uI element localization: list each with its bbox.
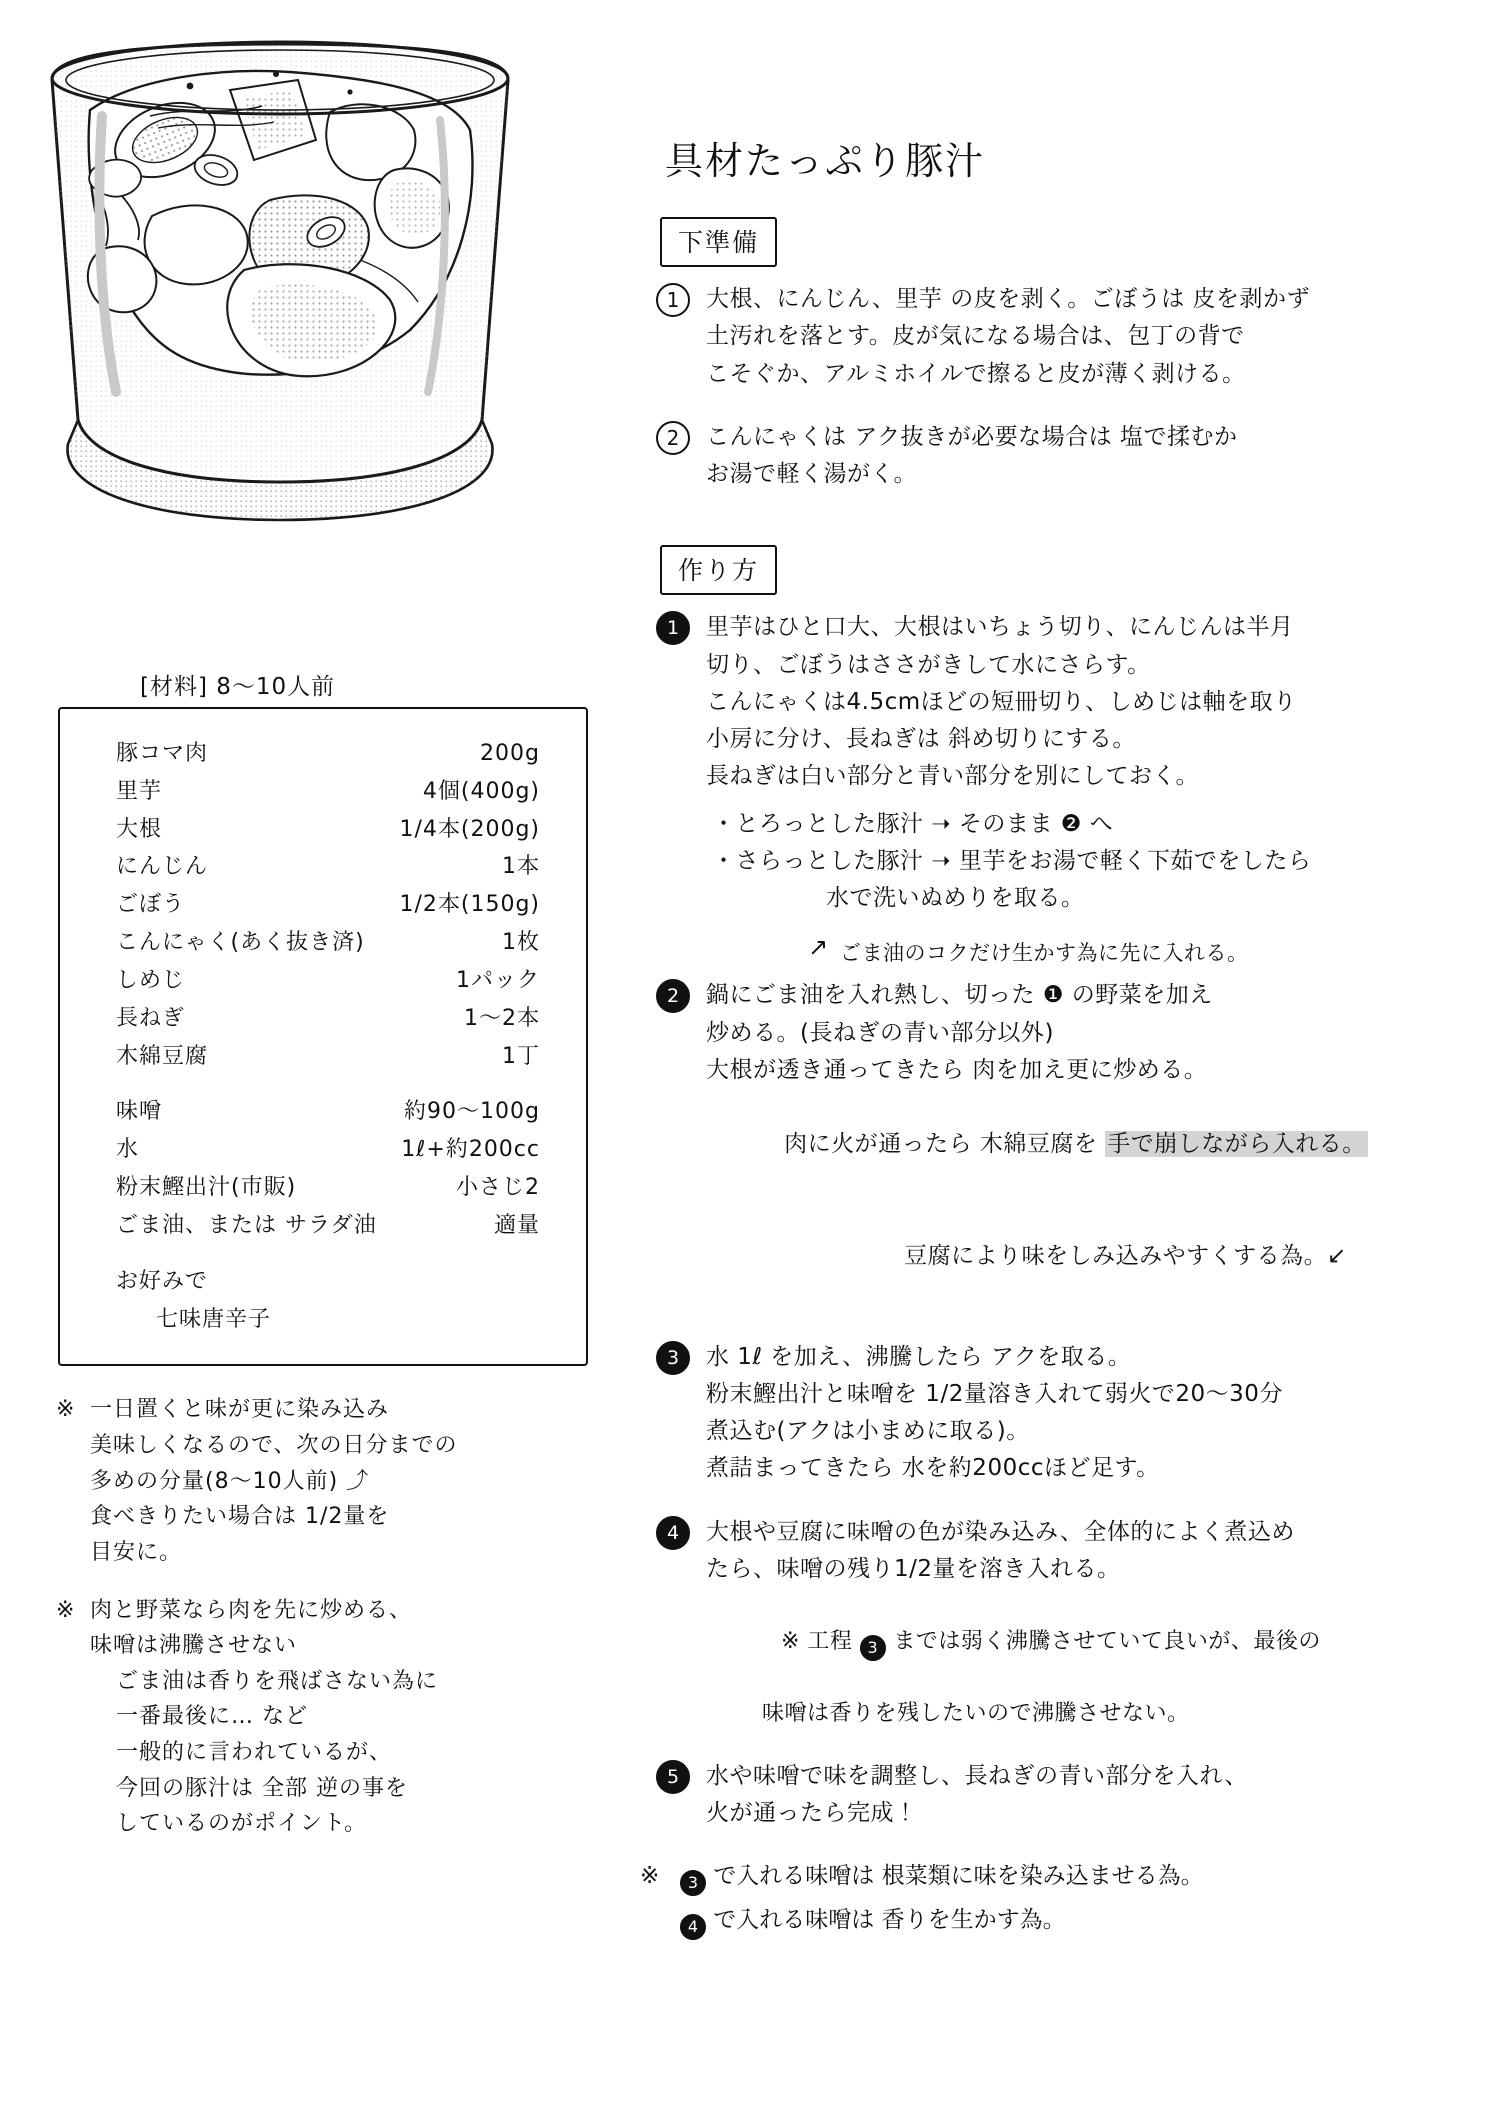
step-line: 鍋にごま油を入れ熱し、切った ❶ の野菜を加え — [706, 982, 1213, 1009]
step-subnote — [706, 1201, 1470, 1313]
ingredient-row — [60, 848, 586, 886]
ingredients-group-main — [60, 735, 586, 1075]
step-line-prefix: 肉に火が通ったら 木綿豆腐を — [784, 1131, 1106, 1158]
step-note-prefix: ※ 工程 — [780, 1628, 860, 1654]
step-number — [640, 1758, 706, 1794]
footnote-mark — [640, 1902, 680, 1940]
step-note-cont: 味噌は香りを残したいので沸騰させない。 — [762, 1701, 1190, 1727]
soup-bowl-illustration — [30, 20, 630, 660]
ingredient-qty: 適量 — [493, 1212, 540, 1238]
note-item — [56, 1392, 630, 1570]
ingredient-row — [60, 962, 586, 1000]
step-number-badge: 1 — [656, 611, 690, 645]
arrow-icon: ↗ — [808, 933, 829, 962]
note-body — [90, 1593, 630, 1842]
ingredient-qty: 1本 — [502, 854, 540, 880]
highlighted-text: 手で崩しながら入れる。 — [1107, 1131, 1366, 1158]
ingredient-name: 味噌 — [116, 1099, 163, 1125]
ingredient-name: しめじ — [116, 967, 186, 993]
step-number — [640, 977, 706, 1013]
ingredient-row — [60, 1000, 586, 1038]
method-step — [640, 977, 1470, 1312]
step-note — [706, 1588, 1470, 1696]
footnote-body — [680, 1858, 1204, 1896]
ingredient-name: 里芋 — [116, 778, 163, 804]
step-line: 切り、ごぼうはささがきして水にさらす。 — [706, 651, 1151, 678]
step-number — [640, 1514, 706, 1550]
note-mark: ※ — [56, 1397, 76, 1423]
step-body — [706, 1339, 1470, 1488]
ingredient-name: 長ねぎ — [116, 1005, 186, 1031]
ingredient-name: こんにゃく(あく抜き済) — [116, 930, 365, 956]
ingredients-heading: [材料] 8～10人前 — [140, 674, 336, 700]
note-item — [56, 1593, 630, 1842]
step-number-badge: 1 — [656, 283, 690, 317]
ingredient-qty: 4個(400g) — [422, 778, 540, 804]
step-ref-badge: 4 — [680, 1914, 706, 1940]
step-line: 大根が透き通ってきたら 肉を加え更に炒める。 — [706, 1056, 1208, 1083]
note-line: 肉と野菜なら肉を先に炒める、 — [90, 1597, 413, 1623]
ingredient-row — [60, 811, 586, 849]
method-step — [640, 1339, 1470, 1488]
footnote-text: で入れる味噌は 根菜類に味を染み込ませる為。 — [706, 1863, 1204, 1890]
step-number — [640, 419, 706, 455]
footnote-mark: ※ — [640, 1863, 660, 1890]
step-line: 煮詰まってきたら 水を約200ccほど足す。 — [706, 1455, 1160, 1482]
ingredient-qty: 小さじ2 — [456, 1175, 540, 1201]
method-step — [640, 609, 1470, 917]
note-line: 一番最後に… など — [116, 1704, 308, 1730]
step-line: こそぐか、アルミホイルで擦ると皮が薄く剥ける。 — [706, 360, 1246, 387]
page-title: 具材たっぷり豚汁 — [665, 139, 986, 183]
ingredient-name: 粉末鰹出汁(市販) — [116, 1175, 297, 1201]
ingredient-row — [60, 735, 586, 773]
note-line: 美味しくなるので、次の日分までの — [90, 1433, 458, 1459]
step-note-text: までは弱く沸騰させていて良いが、最後の — [885, 1628, 1321, 1654]
ingredients-box — [58, 707, 588, 1366]
step-line: 粉末鰹出汁と味噌を 1/2量溶き入れて弱火で20～30分 — [706, 1380, 1283, 1407]
note-body — [90, 1392, 630, 1570]
prep-step — [640, 419, 1470, 494]
step-line: 火が通ったら完成！ — [706, 1800, 918, 1827]
step-line: 水 1ℓ を加え、沸騰したら アクを取る。 — [706, 1343, 1132, 1370]
ingredient-row — [60, 924, 586, 962]
step-line: 長ねぎは白い部分と青い部分を別にしておく。 — [706, 763, 1200, 790]
step-ref-badge: 3 — [680, 1870, 706, 1896]
ingredient-qty: 1/4本(200g) — [399, 816, 540, 842]
step-number-badge: 2 — [656, 421, 690, 455]
footnote-item — [640, 1858, 1470, 1896]
step-body — [706, 1758, 1470, 1833]
step-number-badge: 4 — [656, 1516, 690, 1550]
step-body — [706, 419, 1470, 494]
step-number-badge: 3 — [656, 1341, 690, 1375]
note-line: 目安に。 — [90, 1539, 183, 1565]
step-body — [706, 281, 1470, 393]
left-column — [30, 20, 630, 1864]
ingredient-row — [60, 1169, 586, 1207]
ingredient-name: にんじん — [116, 854, 209, 880]
right-column — [640, 130, 1470, 1946]
ingredient-qty: 200g — [480, 741, 540, 766]
optional-item: 七味唐辛子 — [156, 1306, 272, 1332]
footnote-text: で入れる味噌は 香りを生かす為。 — [706, 1907, 1066, 1934]
ingredients-group-seasoning — [60, 1093, 586, 1244]
note-mark: ※ — [56, 1597, 76, 1623]
note-line: 味噌は沸騰させない — [90, 1633, 298, 1659]
ingredient-name: 豚コマ肉 — [116, 741, 209, 766]
note-line: 一日置くと味が更に染み込み — [90, 1397, 390, 1423]
step-line: 土汚れを落とす。皮が気になる場合は、包丁の背で — [706, 323, 1245, 350]
note-line: ごま油は香りを飛ばさない為に — [116, 1668, 439, 1694]
step-line: 大根、にんじん、里芋 の皮を剥く。ごぼうは 皮を剥かず — [706, 286, 1311, 312]
footnotes — [640, 1858, 1470, 1940]
step-line: 小房に分け、長ねぎは 斜め切りにする。 — [706, 726, 1136, 752]
note-line: しているのがポイント。 — [116, 1811, 368, 1837]
step-line: 大根や豆腐に味噌の色が染み込み、全体的によく煮込め — [706, 1518, 1295, 1545]
step-bullet: ・とろっとした豚汁 ➝ そのまま ❷ へ — [712, 810, 1114, 837]
footnote-item — [640, 1902, 1470, 1940]
ingredient-name: 水 — [116, 1137, 140, 1163]
prep-step — [640, 281, 1470, 393]
note-line: 多めの分量(8～10人前) ⤴ — [90, 1468, 370, 1494]
ingredient-name: 木綿豆腐 — [116, 1043, 209, 1069]
footnote-body — [680, 1902, 1066, 1940]
method-step — [640, 1514, 1470, 1732]
notes-list — [56, 1392, 630, 1842]
step-body — [706, 1514, 1470, 1732]
step-number — [640, 281, 706, 317]
step-line: 水や味噌で味を調整し、長ねぎの青い部分を入れ、 — [706, 1762, 1248, 1789]
step-line: こんにゃくは4.5cmほどの短冊切り、しめじは軸を取り — [706, 688, 1297, 715]
step-ref-badge: 3 — [860, 1635, 886, 1661]
step-subnote-text: 豆腐により味をしみ込みやすくする為。 — [904, 1243, 1328, 1269]
ingredient-row — [60, 1038, 586, 1076]
ingredient-row — [60, 1131, 586, 1169]
ingredient-name: ごま油、または サラダ油 — [116, 1212, 377, 1238]
step-line: 煮込む(アクは小まめに取る)。 — [706, 1418, 1030, 1444]
note-line: 食べきりたい場合は 1/2量を — [90, 1504, 390, 1530]
step-line-highlighted — [706, 1089, 1470, 1201]
step-line: 里芋はひと口大、大根はいちょう切り、にんじんは半月 — [706, 614, 1294, 641]
step-number — [640, 609, 706, 645]
ingredient-name: 大根 — [116, 816, 163, 842]
step-body — [706, 609, 1470, 917]
ingredient-qty: 約90～100g — [404, 1099, 540, 1125]
step-number-badge: 5 — [656, 1760, 690, 1794]
section-heading-method: 作り方 — [660, 545, 777, 595]
ingredient-qty: 1枚 — [502, 930, 540, 956]
step-line: お湯で軽く湯がく。 — [706, 461, 918, 487]
ingredient-row — [60, 1207, 586, 1245]
ingredient-qty: 1パック — [456, 967, 540, 993]
ingredient-row — [60, 1093, 586, 1131]
swirl-icon: ↙ — [1327, 1243, 1347, 1269]
ingredient-qty: 1/2本(150g) — [399, 892, 540, 918]
step-body — [706, 977, 1470, 1312]
step-line: たら、味噌の残り1/2量を溶き入れる。 — [706, 1555, 1121, 1582]
step-number-badge: 2 — [656, 979, 690, 1013]
step-line: 炒める。(長ねぎの青い部分以外) — [706, 1019, 1054, 1046]
method-step — [640, 1758, 1470, 1833]
optional-label: お好みで — [116, 1268, 209, 1294]
side-note-sesame-oil — [640, 933, 1470, 967]
ingredient-qty: 1～2本 — [464, 1005, 540, 1031]
ingredient-qty: 1丁 — [502, 1043, 540, 1069]
ingredient-row — [60, 886, 586, 924]
note-line: 一般的に言われているが、 — [116, 1740, 393, 1766]
note-line: 今回の豚汁は 全部 逆の事を — [116, 1775, 408, 1801]
step-bullet-cont: 水で洗いぬめりを取る。 — [826, 885, 1085, 911]
ingredient-qty: 1ℓ+約200cc — [401, 1137, 540, 1163]
ingredient-row — [60, 773, 586, 811]
step-line: こんにゃくは アク抜きが必要な場合は 塩で揉むか — [706, 423, 1238, 450]
side-note-text: ごま油のコクだけ生かす為に先に入れる。 — [840, 941, 1249, 966]
step-bullet: ・さらっとした豚汁 ➝ 里芋をお湯で軽く下茹でをしたら — [712, 847, 1312, 874]
ingredient-name: ごぼう — [116, 892, 186, 918]
section-heading-prep: 下準備 — [660, 217, 777, 267]
step-number — [640, 1339, 706, 1375]
